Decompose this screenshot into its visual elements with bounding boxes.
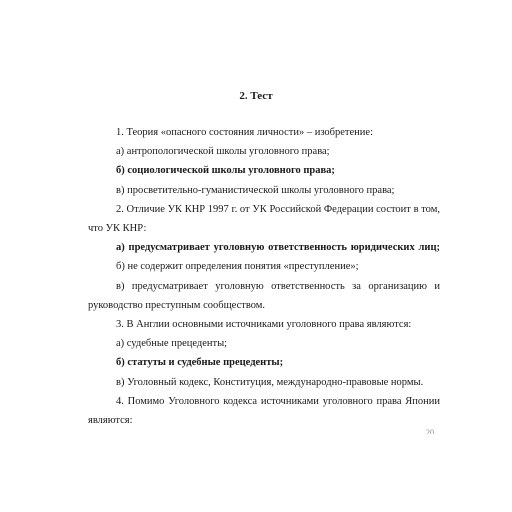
text-line: 3. В Англии основными источниками уголовного права являются: — [116, 319, 412, 331]
text-line: 1. Теория «опасного состояния личности» – изобретение: — [116, 127, 373, 138]
text-line: в) просветительно-гуманистической школы уголовного права; — [116, 184, 395, 196]
page-number: 20 — [426, 428, 434, 434]
text-line: 4. Помимо Уголовного кодекса источниками уголовного права Японии — [116, 395, 440, 407]
text-line: а) судебные прецеденты; — [116, 338, 228, 350]
text-line: 2. Отличие УК КНР 1997 г. от УК Российской Федерации состоит в том, — [116, 203, 440, 215]
text-line: руководство преступным сообществом. — [88, 299, 266, 311]
text-line: б) не содержит определения понятия «преступление»; — [116, 261, 359, 273]
text-line: являются: — [88, 415, 133, 427]
document-body — [88, 123, 440, 430]
text-line: в) Уголовный кодекс, Конституция, международно-правовые нормы. — [116, 376, 424, 388]
text-line: что УК КНР: — [88, 223, 147, 235]
text-line: в) предусматривает уголовную ответственность за организацию и — [116, 280, 440, 292]
text-line: б) социологической школы уголовного права; — [116, 165, 335, 177]
text-line: б) статуты и судебные прецеденты; — [116, 357, 284, 369]
text-line: а) предусматривает уголовную ответственность юридических лиц; — [116, 242, 440, 254]
text-line: а) антропологической школы уголовного права; — [116, 146, 330, 158]
section-heading: 2. Тест — [239, 90, 273, 102]
